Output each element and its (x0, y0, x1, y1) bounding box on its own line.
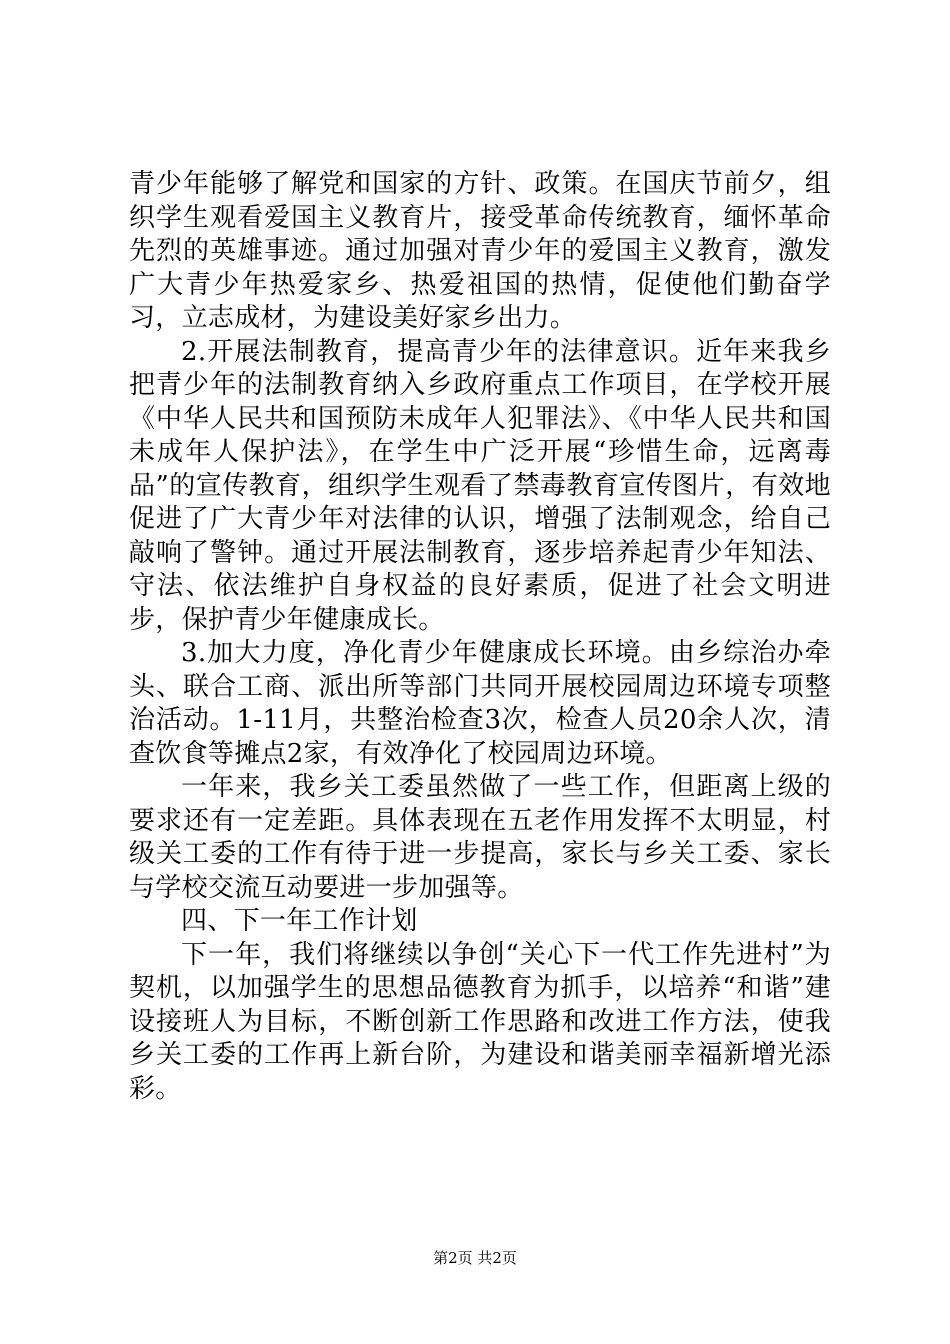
paragraph-patriotic-education: 青少年能够了解党和国家的方针、政策。在国庆节前夕，组织学生观看爱国主义教育片，接受革命传统教育，缅怀革命先烈的英雄事迹。通过加强对青少年的爱国主义教育，激发广大青少年热爱家乡、热爱祖国的热情，促使他们勤奋学习，立志成材，为建设美好家乡出力。 (129, 169, 831, 333)
document-body (129, 168, 831, 1106)
paragraph-legal-education: 2.开展法制教育，提高青少年的法律意识。近年来我乡把青少年的法制教育纳入乡政府重点工作项目，在学校开展《中华人民共和国预防未成年人犯罪法》、《中华人民共和国未成年人保护法》，在学生中广泛开展“珍惜生命，远离毒品”的宣传教育，组织学生观看了禁毒教育宣传图片，有效地促进了广大青少年对法律的认识，增强了法制观念，给自己敲响了警钟。通过开展法制教育，逐步培养起青少年知法、守法、依法维护自身权益的良好素质，促进了社会文明进步，保护青少年健康成长。 (129, 336, 831, 635)
paragraph-environment-cleanup: 3.加大力度，净化青少年健康成长环境。由乡综治办牵头、联合工商、派出所等部门共同开展校园周边环境专项整治活动。1-11月，共整治检查3次，检查人员20余人次，清查饮食等摊点2家，有效净化了校园周边环境。 (129, 638, 831, 769)
paragraph-shortcomings: 一年来，我乡关工委虽然做了一些工作，但距离上级的要求还有一定差距。具体表现在五老作用发挥不太明显，村级关工委的工作有待于进一步提高，家长与乡关工委、家长与学校交流互动要进一步加强等。 (129, 772, 831, 903)
section-heading-next-year-plan: 四、下一年工作计划 (181, 906, 418, 936)
page-number-footer: 第2页 共2页 (433, 1249, 517, 1267)
paragraph-next-year-plan: 下一年，我们将继续以争创“关心下一代工作先进村”为契机，以加强学生的思想品德教育为抓手，以培养“和谐”建设接班人为目标，不断创新工作思路和改进工作方法，使我乡关工委的工作再上新台阶，为建设和谐美丽幸福新增光添彩。 (129, 939, 831, 1104)
